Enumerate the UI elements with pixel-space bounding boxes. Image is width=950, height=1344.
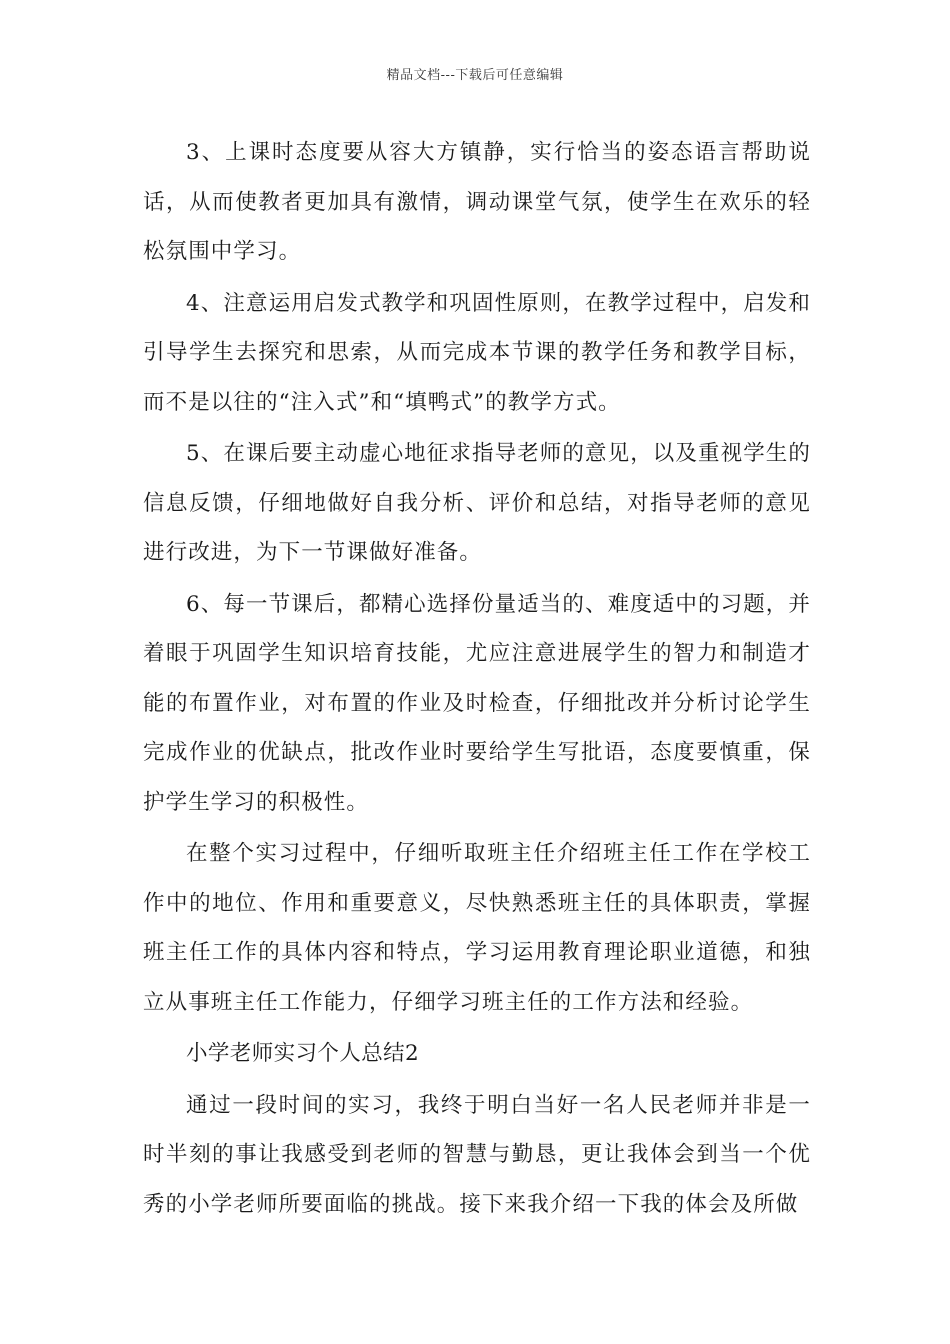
paragraph-item-6: 6、每一节课后，都精心选择份量适当的、难度适中的习题，并着眼于巩固学生知识培育技能，尤应注意进展学生的智力和制造才能的布置作业，对布置的作业及时检查，仔细批改并分析讨论学生完成作业的优缺点，批改作业时要给学生写批语，态度要慎重，保护学生学习的积极性。 xyxy=(143,591,811,815)
page-header: 精品文档---下载后可任意编辑 xyxy=(386,68,564,83)
section-title: 小学老师实习个人总结2 xyxy=(186,1041,420,1066)
document-body xyxy=(143,128,811,1231)
paragraph-summary-intro: 通过一段时间的实习，我终于明白当好一名人民老师并非是一时半刻的事让我感受到老师的智慧与勤恳，更让我体会到当一个优秀的小学老师所要面临的挑战。接下来我介绍一下我的体会及所做 xyxy=(143,1092,811,1217)
paragraph-item-4: 4、注意运用启发式教学和巩固性原则，在教学过程中，启发和引导学生去探究和思索，从而完成本节课的教学任务和教学目标，而不是以往的“注入式”和“填鸭式”的教学方式。 xyxy=(143,290,811,415)
paragraph-item-3: 3、上课时态度要从容大方镇静，实行恰当的姿态语言帮助说话，从而使教者更加具有激情，调动课堂气氛，使学生在欢乐的轻松氛围中学习。 xyxy=(143,140,811,264)
paragraph-head-teacher-work: 在整个实习过程中，仔细听取班主任介绍班主任工作在学校工作中的地位、作用和重要意义，尽快熟悉班主任的具体职责，掌握班主任工作的具体内容和特点，学习运用教育理论职业道德，和独立从事班主任工作能力，仔细学习班主任的工作方法和经验。 xyxy=(143,841,811,1015)
paragraph-item-5: 5、在课后要主动虚心地征求指导老师的意见，以及重视学生的信息反馈，仔细地做好自我分析、评价和总结，对指导老师的意见进行改进，为下一节课做好准备。 xyxy=(143,441,811,565)
